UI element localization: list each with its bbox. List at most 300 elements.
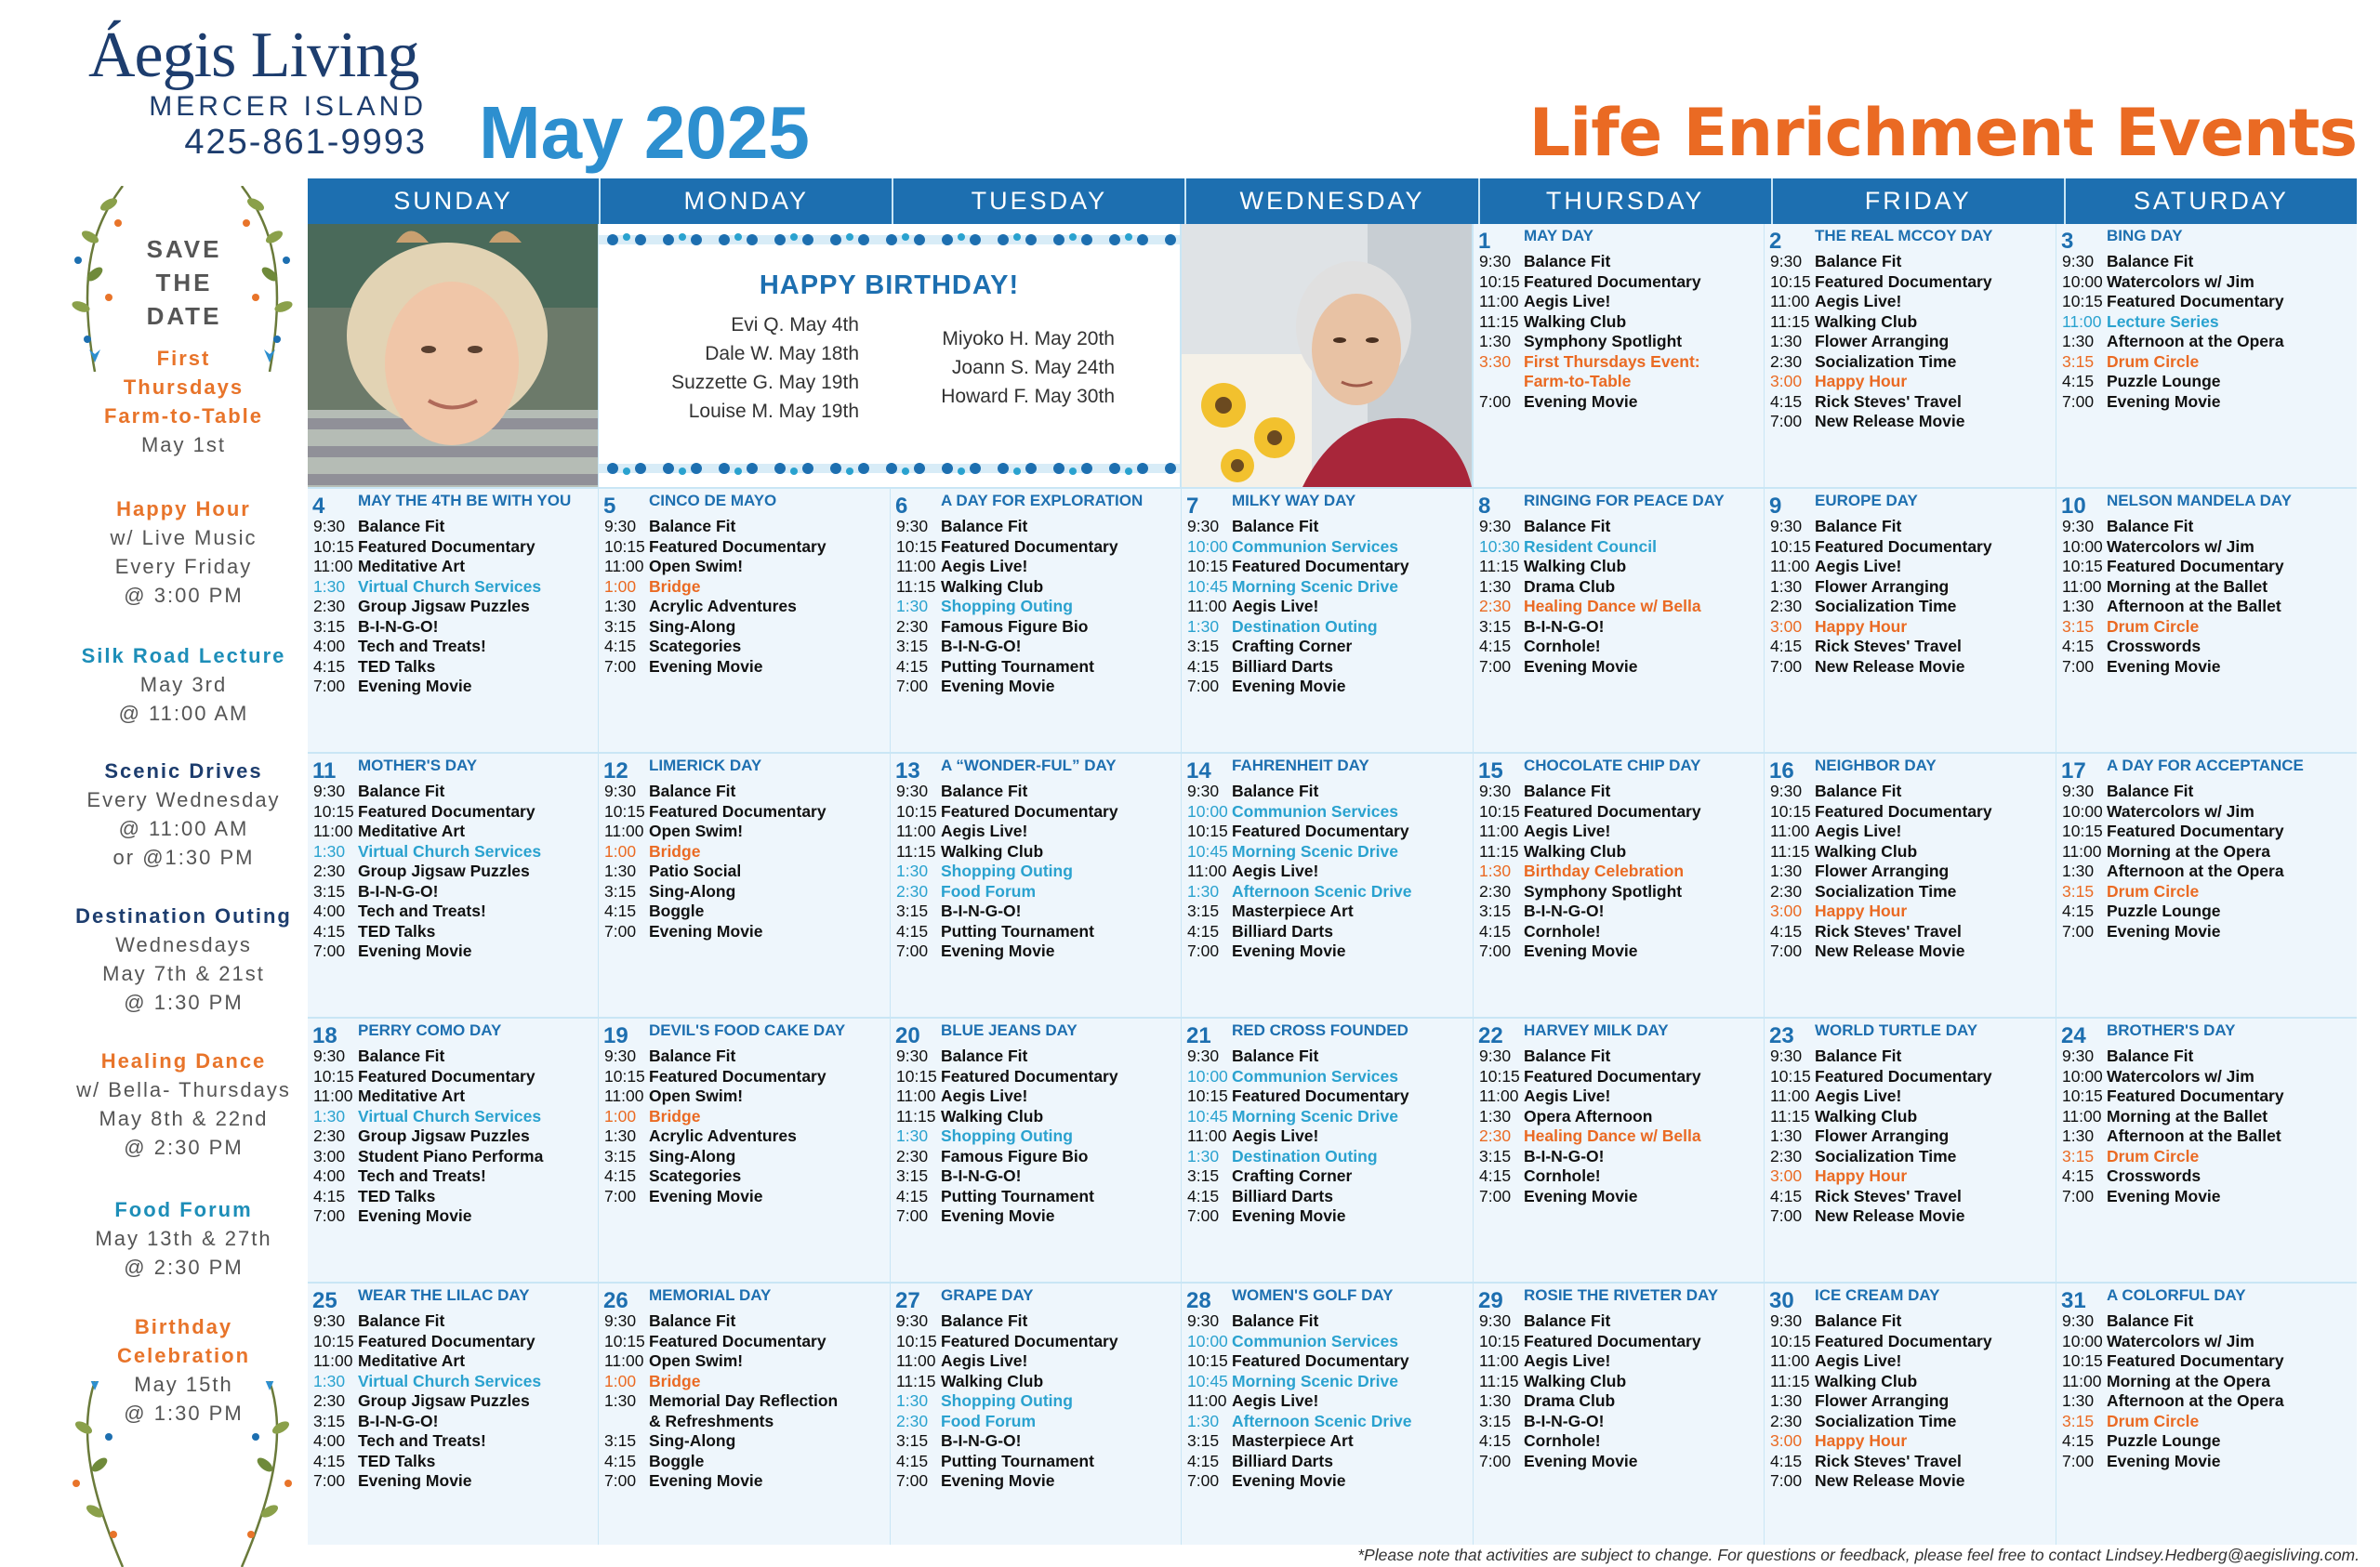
event-time: 2:30 bbox=[1770, 881, 1803, 901]
event-item bbox=[2062, 1107, 2355, 1127]
logo-phone: 425-861-9993 bbox=[184, 123, 427, 162]
event-name: Evening Movie bbox=[2107, 921, 2221, 941]
event-name: Cornhole! bbox=[1524, 637, 1601, 655]
event-list bbox=[1770, 252, 2054, 432]
event-item bbox=[2062, 842, 2355, 863]
event-name: Farm-to-Table bbox=[1524, 372, 1632, 390]
event-name: B-I-N-G-O! bbox=[1524, 902, 1605, 920]
sidebar-note-line: or @1:30 PM bbox=[112, 846, 255, 869]
event-name: Walking Club bbox=[1524, 311, 1627, 331]
event-name: Evening Movie bbox=[649, 921, 763, 941]
event-time: 1:30 bbox=[1770, 576, 1803, 596]
event-item bbox=[1187, 782, 1471, 802]
event-time: 3:15 bbox=[896, 1431, 929, 1450]
event-name: Drum Circle bbox=[2107, 351, 2200, 371]
event-name: Balance Fit bbox=[649, 1047, 736, 1065]
event-time: 10:45 bbox=[1187, 576, 1228, 596]
event-name: B-I-N-G-O! bbox=[941, 637, 1022, 655]
event-time: 10:15 bbox=[313, 801, 354, 821]
event-time: 11:00 bbox=[2062, 1371, 2102, 1390]
event-name: Destination Outing bbox=[1232, 616, 1378, 636]
event-time: 10:15 bbox=[1479, 801, 1520, 821]
day-cell bbox=[891, 1019, 1181, 1282]
event-time: 4:15 bbox=[1479, 637, 1512, 655]
event-name: Communion Services bbox=[1232, 536, 1398, 556]
event-time: 11:00 bbox=[604, 1086, 644, 1105]
event-time: 7:00 bbox=[1479, 1186, 1512, 1205]
event-name: Happy Hour bbox=[1815, 616, 1908, 636]
event-name: Morning Scenic Drive bbox=[1232, 1106, 1398, 1126]
event-item bbox=[896, 557, 1179, 577]
event-item bbox=[313, 922, 596, 942]
event-name: Aegis Live! bbox=[1524, 1086, 1611, 1105]
resident-photo-1 bbox=[308, 224, 598, 487]
event-item bbox=[1187, 1086, 1471, 1107]
event-item bbox=[2062, 1047, 2355, 1067]
event-time: 10:15 bbox=[1187, 822, 1228, 840]
event-item bbox=[2062, 637, 2355, 657]
event-time: 1:30 bbox=[313, 1106, 346, 1126]
event-list bbox=[896, 782, 1179, 962]
event-item bbox=[1187, 1187, 1471, 1207]
event-item bbox=[1187, 1431, 1471, 1452]
event-time: 10:45 bbox=[1187, 1106, 1228, 1126]
event-name: Memorial Day Reflection bbox=[649, 1391, 839, 1410]
event-item bbox=[896, 1412, 1179, 1432]
event-item bbox=[313, 657, 596, 678]
event-time: 11:00 bbox=[2062, 311, 2102, 331]
event-item bbox=[1187, 537, 1471, 558]
event-item bbox=[604, 637, 888, 657]
day-theme: MAY THE 4TH BE WITH YOU bbox=[358, 492, 572, 509]
event-name: Watercolors w/ Jim bbox=[2107, 271, 2254, 291]
sidebar-note-line: Silk Road Lecture bbox=[81, 644, 286, 667]
event-item bbox=[2062, 1187, 2355, 1207]
event-name: Opera Afternoon bbox=[1524, 1106, 1653, 1126]
event-item bbox=[1479, 252, 1762, 272]
event-item bbox=[1187, 1471, 1471, 1492]
day-number: 18 bbox=[312, 1023, 337, 1048]
event-time: 10:15 bbox=[2062, 292, 2103, 310]
event-name: B-I-N-G-O! bbox=[358, 1411, 439, 1430]
event-name: TED Talks bbox=[358, 656, 436, 676]
event-time: 9:30 bbox=[1479, 1047, 1512, 1065]
event-item bbox=[1187, 942, 1471, 962]
event-list bbox=[896, 517, 1179, 697]
event-item bbox=[604, 1311, 888, 1332]
event-item bbox=[1770, 1391, 2054, 1412]
event-time: 2:30 bbox=[1770, 351, 1803, 371]
event-item bbox=[604, 1107, 888, 1127]
event-item bbox=[896, 1067, 1179, 1087]
event-time: 7:00 bbox=[604, 1471, 637, 1490]
event-item bbox=[2062, 597, 2355, 617]
event-name: Featured Documentary bbox=[2107, 1351, 2284, 1370]
event-item bbox=[2062, 822, 2355, 842]
event-name: Drum Circle bbox=[2107, 881, 2200, 901]
day-number: 17 bbox=[2061, 758, 2086, 784]
event-item bbox=[896, 802, 1179, 823]
event-time: 7:00 bbox=[2062, 656, 2095, 676]
event-time: 7:00 bbox=[2062, 1186, 2095, 1205]
event-item bbox=[1770, 1126, 2054, 1147]
event-time: 10:15 bbox=[2062, 1351, 2103, 1370]
event-item bbox=[1187, 1126, 1471, 1147]
event-time: 1:30 bbox=[1770, 1391, 1803, 1410]
event-time: 3:00 bbox=[1770, 372, 1803, 390]
event-item bbox=[1479, 1351, 1762, 1372]
sidebar-note bbox=[56, 344, 311, 459]
sidebar-note-line: Happy Hour bbox=[116, 497, 251, 520]
event-name: Flower Arranging bbox=[1815, 332, 1950, 350]
event-name: Watercolors w/ Jim bbox=[2107, 1066, 2254, 1086]
event-item bbox=[1479, 617, 1762, 638]
sidebar-note-line: Food Forum bbox=[114, 1198, 253, 1221]
event-time: 10:15 bbox=[2062, 557, 2103, 575]
event-time: 9:30 bbox=[604, 517, 637, 535]
event-item bbox=[1770, 312, 2054, 333]
vine-bottom-right-icon bbox=[223, 1381, 298, 1567]
event-name: Masterpiece Art bbox=[1232, 902, 1354, 920]
event-item bbox=[1770, 252, 2054, 272]
event-item bbox=[1187, 657, 1471, 678]
event-time: 10:15 bbox=[2062, 822, 2103, 840]
day-cell bbox=[1182, 1284, 1473, 1545]
event-name: Evening Movie bbox=[358, 1471, 472, 1490]
event-time: 4:15 bbox=[313, 921, 346, 941]
event-item bbox=[896, 1126, 1179, 1147]
event-name: Aegis Live! bbox=[1815, 557, 1902, 575]
event-time: 9:30 bbox=[1187, 517, 1220, 535]
event-name: Sing-Along bbox=[649, 616, 736, 636]
day-cell bbox=[2056, 754, 2357, 1017]
event-name: Featured Documentary bbox=[941, 801, 1118, 821]
event-time: 10:15 bbox=[1187, 557, 1228, 575]
event-time: 7:00 bbox=[1770, 412, 1803, 430]
event-item bbox=[1479, 862, 1762, 882]
day-cell bbox=[1474, 489, 1764, 752]
event-name: Balance Fit bbox=[649, 782, 736, 800]
event-time: 4:15 bbox=[1187, 921, 1220, 941]
event-time: 9:30 bbox=[1770, 1047, 1803, 1065]
event-name: Putting Tournament bbox=[941, 656, 1094, 676]
birthday-entry: Miyoko H. May 20th bbox=[942, 328, 1115, 349]
event-item bbox=[2062, 1412, 2355, 1432]
day-theme: BLUE JEANS DAY bbox=[941, 1021, 1078, 1039]
event-item bbox=[1479, 1147, 1762, 1167]
event-item bbox=[896, 842, 1179, 863]
event-item bbox=[604, 1332, 888, 1352]
event-item bbox=[313, 822, 596, 842]
day-number: 19 bbox=[603, 1023, 628, 1048]
event-time: 2:30 bbox=[1479, 1126, 1512, 1145]
day-number: 9 bbox=[1769, 494, 1782, 519]
event-item bbox=[1479, 1332, 1762, 1352]
event-list bbox=[1187, 517, 1471, 697]
event-time: 1:30 bbox=[896, 1391, 929, 1410]
event-name: Resident Council bbox=[1524, 536, 1657, 556]
event-time: 7:00 bbox=[896, 1206, 929, 1225]
sidebar-note bbox=[56, 641, 311, 728]
event-name: Group Jigsaw Puzzles bbox=[358, 1391, 530, 1410]
event-item bbox=[313, 862, 596, 882]
event-time: 11:15 bbox=[896, 1106, 936, 1126]
event-time: 2:30 bbox=[896, 881, 929, 901]
event-item bbox=[1187, 882, 1471, 902]
event-name: Sing-Along bbox=[649, 881, 736, 901]
event-time: 9:30 bbox=[1770, 782, 1803, 800]
event-name: Meditative Art bbox=[358, 1351, 466, 1370]
event-time: 7:00 bbox=[313, 1471, 346, 1490]
event-name: Walking Club bbox=[1524, 1371, 1627, 1390]
event-name: Balance Fit bbox=[1524, 782, 1611, 800]
event-name: TED Talks bbox=[358, 1186, 436, 1205]
event-item bbox=[1770, 657, 2054, 678]
event-time: 3:15 bbox=[1187, 902, 1220, 920]
day-number: 28 bbox=[1186, 1288, 1211, 1313]
event-name: Walking Club bbox=[1815, 311, 1918, 331]
event-time: 11:15 bbox=[1770, 1106, 1810, 1126]
event-time: 4:15 bbox=[2062, 902, 2095, 920]
event-name: Balance Fit bbox=[941, 782, 1028, 800]
event-time: 10:45 bbox=[1187, 1371, 1228, 1390]
event-name: Balance Fit bbox=[2107, 517, 2194, 535]
event-name: Walking Club bbox=[941, 1106, 1044, 1126]
day-theme: A DAY FOR ACCEPTANCE bbox=[2107, 757, 2304, 774]
event-time: 7:00 bbox=[896, 942, 929, 960]
event-item bbox=[896, 677, 1179, 697]
event-name: B-I-N-G-O! bbox=[358, 881, 439, 901]
event-name: Tech and Treats! bbox=[358, 637, 486, 655]
event-name: Aegis Live! bbox=[941, 1351, 1028, 1370]
event-name: Drum Circle bbox=[2107, 616, 2200, 636]
events-title: Life Enrichment Events bbox=[1528, 95, 2357, 171]
event-item bbox=[896, 1351, 1179, 1372]
event-name: Evening Movie bbox=[1524, 942, 1638, 960]
event-item bbox=[896, 1086, 1179, 1107]
event-name: Balance Fit bbox=[1232, 782, 1319, 800]
event-name: Watercolors w/ Jim bbox=[2107, 536, 2254, 556]
event-time: 11:00 bbox=[604, 822, 644, 840]
event-name: Lecture Series bbox=[2107, 311, 2219, 331]
day-number: 25 bbox=[312, 1288, 337, 1313]
event-item bbox=[604, 1431, 888, 1452]
event-item bbox=[604, 557, 888, 577]
event-time: 10:15 bbox=[604, 1066, 645, 1086]
event-time: 2:30 bbox=[1770, 1411, 1803, 1430]
day-number: 2 bbox=[1769, 229, 1782, 254]
event-name: Featured Documentary bbox=[2107, 822, 2284, 840]
event-item bbox=[313, 1431, 596, 1452]
event-item bbox=[2062, 1311, 2355, 1332]
day-number: 14 bbox=[1186, 758, 1211, 784]
event-time: 3:15 bbox=[604, 616, 637, 636]
event-item bbox=[2062, 332, 2355, 352]
event-item bbox=[1479, 902, 1762, 922]
event-item bbox=[1770, 1311, 2054, 1332]
event-item bbox=[1479, 332, 1762, 352]
event-item bbox=[896, 882, 1179, 902]
event-item bbox=[896, 1431, 1179, 1452]
day-cell bbox=[891, 1284, 1181, 1545]
save-the-date bbox=[112, 232, 257, 333]
event-time: 7:00 bbox=[1770, 942, 1803, 960]
event-name: Evening Movie bbox=[1524, 1451, 1638, 1470]
event-time: 11:00 bbox=[896, 822, 936, 840]
event-name: Socialization Time bbox=[1815, 1146, 1957, 1165]
event-item bbox=[2062, 657, 2355, 678]
event-item bbox=[1770, 1372, 2054, 1392]
event-name: & Refreshments bbox=[649, 1411, 774, 1430]
event-name: Featured Documentary bbox=[358, 536, 536, 556]
event-time: 9:30 bbox=[896, 1047, 929, 1065]
event-time: 1:00 bbox=[604, 1106, 637, 1126]
event-item bbox=[313, 842, 596, 863]
event-name: Evening Movie bbox=[2107, 391, 2221, 411]
event-time: 3:15 bbox=[2062, 1146, 2095, 1165]
event-name: New Release Movie bbox=[1815, 656, 1965, 676]
sidebar-note bbox=[56, 1195, 311, 1282]
event-time: 9:30 bbox=[896, 517, 929, 535]
event-time: 4:15 bbox=[604, 1451, 637, 1470]
birthday-panel bbox=[599, 224, 1180, 487]
event-time: 9:30 bbox=[604, 1311, 637, 1330]
event-item bbox=[1770, 782, 2054, 802]
event-time: 2:30 bbox=[896, 616, 929, 636]
day-number: 6 bbox=[895, 494, 908, 519]
sidebar-note bbox=[56, 902, 311, 1017]
event-name: Evening Movie bbox=[358, 1206, 472, 1225]
event-item bbox=[896, 1311, 1179, 1332]
event-item bbox=[1770, 392, 2054, 413]
event-name: TED Talks bbox=[358, 1451, 436, 1470]
event-item bbox=[604, 842, 888, 863]
event-name: Scategories bbox=[649, 637, 742, 655]
event-name: Rick Steves' Travel bbox=[1815, 1186, 1962, 1205]
sidebar-note-line: First bbox=[156, 347, 211, 370]
event-item bbox=[1479, 1067, 1762, 1087]
event-time: 11:15 bbox=[1479, 311, 1519, 331]
birthday-title: HAPPY BIRTHDAY! bbox=[759, 270, 1020, 300]
event-item bbox=[313, 882, 596, 902]
event-list bbox=[2062, 782, 2355, 942]
event-time: 10:15 bbox=[1770, 1066, 1811, 1086]
day-theme: BROTHER'S DAY bbox=[2107, 1021, 2236, 1039]
day-cell bbox=[1474, 754, 1764, 1017]
event-item bbox=[1770, 802, 2054, 823]
event-item bbox=[313, 557, 596, 577]
event-time: 10:00 bbox=[2062, 1331, 2103, 1350]
event-list bbox=[1187, 782, 1471, 962]
event-item bbox=[896, 597, 1179, 617]
event-item bbox=[2062, 1147, 2355, 1167]
event-item bbox=[896, 617, 1179, 638]
event-item bbox=[2062, 1332, 2355, 1352]
day-theme: FAHRENHEIT DAY bbox=[1232, 757, 1369, 774]
day-cell bbox=[1765, 1019, 2056, 1282]
weekday-header bbox=[308, 178, 2357, 224]
event-time: 9:30 bbox=[2062, 252, 2095, 270]
event-name: Featured Documentary bbox=[649, 801, 826, 821]
day-cell bbox=[891, 754, 1181, 1017]
event-name: New Release Movie bbox=[1815, 412, 1965, 430]
event-name: Featured Documentary bbox=[649, 1331, 826, 1350]
event-item bbox=[1770, 1206, 2054, 1227]
event-name: Aegis Live! bbox=[941, 1086, 1028, 1105]
event-name: Morning at the Opera bbox=[2107, 841, 2270, 861]
event-time: 4:15 bbox=[313, 1451, 346, 1470]
event-item bbox=[896, 822, 1179, 842]
event-item bbox=[1479, 942, 1762, 962]
event-item bbox=[1187, 1332, 1471, 1352]
day-number: 10 bbox=[2061, 494, 2086, 519]
day-number: 16 bbox=[1769, 758, 1794, 784]
event-time: 7:00 bbox=[604, 921, 637, 941]
event-time: 1:30 bbox=[2062, 332, 2095, 350]
event-name: Group Jigsaw Puzzles bbox=[358, 862, 530, 880]
event-time: 1:30 bbox=[896, 597, 929, 615]
event-name: Balance Fit bbox=[1232, 1047, 1319, 1065]
birthday-entry: Dale W. May 18th bbox=[705, 343, 859, 364]
event-time: 9:30 bbox=[1770, 1311, 1803, 1330]
event-item bbox=[896, 782, 1179, 802]
event-item bbox=[1187, 597, 1471, 617]
event-name: Featured Documentary bbox=[358, 1066, 536, 1086]
event-time: 10:15 bbox=[1479, 271, 1520, 291]
event-list bbox=[1479, 517, 1762, 677]
event-item bbox=[313, 1412, 596, 1432]
event-name: Sing-Along bbox=[649, 1146, 736, 1165]
event-list bbox=[2062, 252, 2355, 412]
event-name: Flower Arranging bbox=[1815, 1126, 1950, 1145]
event-name: Boggle bbox=[649, 1451, 705, 1470]
sidebar-note-line: Healing Dance bbox=[100, 1049, 267, 1073]
event-item bbox=[896, 1471, 1179, 1492]
event-item bbox=[2062, 517, 2355, 537]
event-time: 1:30 bbox=[313, 576, 346, 596]
event-time: 7:00 bbox=[896, 677, 929, 695]
event-list bbox=[1187, 1311, 1471, 1492]
event-item bbox=[313, 1391, 596, 1412]
event-name: Symphony Spotlight bbox=[1524, 881, 1683, 901]
event-time: 11:00 bbox=[1770, 1351, 1810, 1370]
event-name: Healing Dance w/ Bella bbox=[1524, 597, 1701, 615]
event-item bbox=[604, 802, 888, 823]
event-item bbox=[1770, 1147, 2054, 1167]
event-time: 3:15 bbox=[1479, 902, 1512, 920]
event-item bbox=[1479, 272, 1762, 293]
event-name: Food Forum bbox=[941, 881, 1037, 901]
event-name: Evening Movie bbox=[1232, 1206, 1346, 1225]
event-time: 10:15 bbox=[1187, 1351, 1228, 1370]
event-time: 11:00 bbox=[313, 557, 353, 575]
event-time: 11:15 bbox=[1479, 557, 1519, 575]
event-time: 9:30 bbox=[1770, 517, 1803, 535]
sidebar-note-line: Scenic Drives bbox=[104, 759, 263, 783]
event-time: 3:15 bbox=[2062, 351, 2095, 371]
event-time: 2:30 bbox=[313, 862, 346, 880]
event-list bbox=[1770, 1047, 2054, 1227]
birthday-list-right bbox=[882, 324, 1115, 411]
event-item bbox=[1187, 557, 1471, 577]
event-item bbox=[1770, 822, 2054, 842]
event-item bbox=[604, 862, 888, 882]
event-name: Drum Circle bbox=[2107, 1411, 2200, 1430]
day-cell bbox=[1474, 1284, 1764, 1545]
event-time: 11:00 bbox=[896, 1351, 936, 1370]
event-time: 10:00 bbox=[2062, 536, 2103, 556]
event-time: 3:15 bbox=[896, 902, 929, 920]
